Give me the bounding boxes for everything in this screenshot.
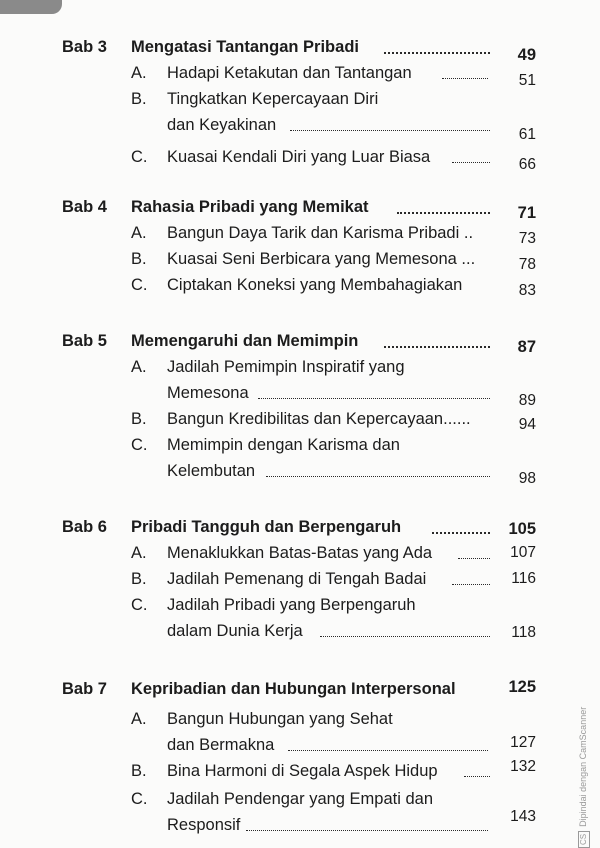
toc-entry-3b <box>0 86 600 112</box>
chapter-heading-row <box>0 676 600 702</box>
entry-page-number: 78 <box>518 256 536 273</box>
chapter-page-number: 105 <box>508 520 536 538</box>
camscanner-label: Dipindai dengan CamScanner <box>578 706 588 827</box>
entry-letter: C. <box>131 596 148 614</box>
dot-leader <box>290 130 490 131</box>
toc-entry-5b <box>0 406 600 432</box>
chapter-6 <box>0 514 600 674</box>
toc-entry-6c-cont <box>0 618 600 644</box>
dot-leader <box>384 346 490 348</box>
entry-title-continued: dalam Dunia Kerja <box>167 622 303 640</box>
dot-leader <box>442 78 488 79</box>
entry-title-continued: dan Bermakna <box>167 736 275 754</box>
entry-letter: A. <box>131 544 147 562</box>
entry-page-number: 127 <box>510 734 536 751</box>
dot-leader <box>384 52 490 54</box>
entry-page-number: 73 <box>518 230 536 247</box>
toc-entry-3a <box>0 60 600 89</box>
toc-entry-3c <box>0 144 600 173</box>
chapter-number: Bab 3 <box>62 38 107 56</box>
dot-leader <box>452 162 490 163</box>
entry-letter: B. <box>131 250 147 268</box>
toc-entry-5c <box>0 432 600 458</box>
dot-leader <box>464 776 490 777</box>
chapter-title: Rahasia Pribadi yang Memikat <box>131 198 369 216</box>
chapter-5 <box>0 328 600 488</box>
entry-letter: A. <box>131 224 147 242</box>
entry-page-number: 66 <box>518 156 536 173</box>
entry-title: Jadilah Pemimpin Inspiratif yang <box>167 358 405 376</box>
entry-page-number: 89 <box>518 392 536 409</box>
entry-title-continued: Kelembutan <box>167 462 256 480</box>
entry-title: Jadilah Pemenang di Tengah Badai <box>167 570 427 588</box>
entry-page-number: 116 <box>511 570 536 587</box>
entry-page-number: 118 <box>511 624 536 641</box>
entry-page-number: 94 <box>518 416 536 433</box>
entry-page-number: 143 <box>510 808 536 825</box>
entry-title: Bangun Hubungan yang Sehat <box>167 710 393 728</box>
chapter-number: Bab 7 <box>62 680 107 698</box>
toc-entry-4b <box>0 246 600 272</box>
entry-title: Kuasai Kendali Diri yang Luar Biasa <box>167 148 431 166</box>
entry-title: Jadilah Pendengar yang Empati dan <box>167 790 434 808</box>
dot-leader <box>432 532 490 534</box>
entry-letter: C. <box>131 790 148 808</box>
entry-title: Kuasai Seni Berbicara yang Memesona ... <box>167 250 476 268</box>
toc-entry-4a <box>0 220 600 246</box>
dot-leader <box>258 398 490 399</box>
chapter-page-number: 71 <box>517 204 536 222</box>
chapter-3 <box>0 34 600 194</box>
toc-entry-7c-cont <box>0 808 600 838</box>
chapter-heading-row <box>0 328 600 354</box>
entry-page-number: 132 <box>510 758 536 775</box>
entry-title-continued: Responsif <box>167 816 241 834</box>
chapter-heading-row <box>0 194 600 220</box>
entry-letter: A. <box>131 64 147 82</box>
toc-entry-5a-cont <box>0 380 600 409</box>
entry-title: Menaklukkan Batas-Batas yang Ada <box>167 544 433 562</box>
entry-letter: A. <box>131 358 147 376</box>
entry-page-number: 51 <box>518 72 536 89</box>
chapter-number: Bab 4 <box>62 198 107 216</box>
entry-title: Tingkatkan Kepercayaan Diri <box>167 90 379 108</box>
chapter-heading-row <box>0 34 600 64</box>
chapter-page-number: 49 <box>517 46 536 64</box>
entry-page-number: 83 <box>518 282 536 299</box>
entry-letter: A. <box>131 710 147 728</box>
camscanner-watermark <box>578 707 590 848</box>
dot-leader <box>320 636 490 637</box>
toc-entry-4c <box>0 272 600 298</box>
chapter-page-number: 125 <box>508 678 536 696</box>
entry-title: Bangun Kredibilitas dan Kepercayaan...... <box>167 410 471 428</box>
camscanner-badge: CS <box>578 831 590 848</box>
chapter-page-number: 87 <box>517 338 536 356</box>
dot-leader <box>452 584 490 585</box>
dot-leader <box>266 476 490 477</box>
entry-letter: C. <box>131 436 148 454</box>
entry-letter: B. <box>131 570 147 588</box>
toc-entry-7a <box>0 706 600 732</box>
entry-letter: C. <box>131 148 148 166</box>
entry-letter: C. <box>131 276 148 294</box>
entry-title: Jadilah Pribadi yang Berpengaruh <box>167 596 416 614</box>
toc-entry-6a <box>0 540 600 566</box>
toc-entry-6c <box>0 592 600 618</box>
chapter-title: Kepribadian dan Hubungan Interpersonal <box>131 680 456 698</box>
chapter-number: Bab 5 <box>62 332 107 350</box>
chapter-heading-row <box>0 514 600 540</box>
chapter-title: Memengaruhi dan Memimpin <box>131 332 359 350</box>
entry-letter: B. <box>131 762 147 780</box>
dot-leader <box>458 558 490 559</box>
entry-letter: B. <box>131 410 147 428</box>
dot-leader <box>397 212 490 214</box>
entry-title: Bina Harmoni di Segala Aspek Hidup <box>167 762 438 780</box>
dot-leader <box>288 750 488 751</box>
entry-page-number: 61 <box>518 126 536 143</box>
chapter-title: Mengatasi Tantangan Pribadi <box>131 38 359 56</box>
entry-title: Memimpin dengan Karisma dan <box>167 436 400 454</box>
entry-title-continued: Memesona <box>167 384 249 402</box>
toc-entry-5c-cont <box>0 458 600 487</box>
entry-title: Bangun Daya Tarik dan Karisma Pribadi .. <box>167 224 474 242</box>
toc-entry-7b <box>0 758 600 784</box>
dot-leader <box>246 830 488 831</box>
entry-title: Ciptakan Koneksi yang Membahagiakan <box>167 276 463 294</box>
chapter-7 <box>0 676 600 836</box>
toc-entry-3b-cont <box>0 112 600 143</box>
entry-page-number: 107 <box>510 544 536 561</box>
chapter-title: Pribadi Tangguh dan Berpengaruh <box>131 518 402 536</box>
entry-page-number: 98 <box>518 470 536 487</box>
chapter-number: Bab 6 <box>62 518 107 536</box>
toc-entry-6b <box>0 566 600 592</box>
toc-entry-5a <box>0 354 600 380</box>
entry-title-continued: dan Keyakinan <box>167 116 277 134</box>
entry-title: Hadapi Ketakutan dan Tantangan <box>167 64 412 82</box>
entry-letter: B. <box>131 90 147 108</box>
